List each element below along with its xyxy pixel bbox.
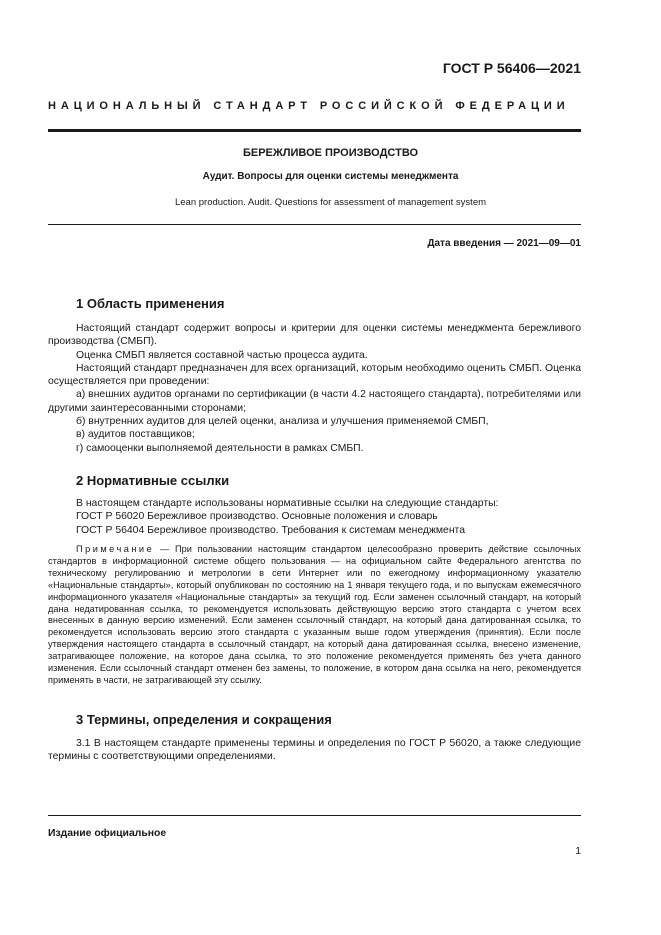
list-item: а) внешних аудитов органами по сертификации (в части 4.2 настоящего стандарта), потребителями или другими заинтересованными сторонами; (48, 389, 581, 414)
edition-label: Издание официальное (48, 828, 167, 839)
paragraph: Настоящий стандарт содержит вопросы и критерии для оценки системы менеджмента бережливого производства (СМБП). (48, 323, 581, 348)
paragraph: Настоящий стандарт предназначен для всех организаций, которым необходимо оценить СМБП. Оценка осуществляется при проведении: (48, 362, 581, 388)
section-2-heading: 2 Нормативные ссылки (76, 473, 230, 488)
paragraph: В настоящем стандарте использованы нормативные ссылки на следующие стандарты: (76, 498, 499, 509)
page-number: 1 (575, 846, 581, 857)
document-title-english: Lean production. Audit. Questions for assessment of management system (174, 197, 487, 208)
note-text: — При пользовании настоящим стандартом целесообразно проверить действие ссылочных стандартов в информационной системе общего пользования — на официальном сайте Федерального агентства по техническому регулированию и метрологии в сети Интернет или по ежегодному информационному указателю «Национальные стандарты», который опубликован по состоянию на 1 января текущего года, и по выпускам ежемесячного информационного указателя «Национальные стандарты» за текущий год. Если заменен ссылочный стандарт, на который дана недатированная ссылка, то рекомендуется использовать действующую версию этого стандарта с учетом всех внесенных в данную версию изменений. Если заменен ссылочный стандарт, на который дана датированная ссылка, то рекомендуется использовать версию этого стандарта с указанным выше годом утверждения (принятия). Если после утверждения настоящего стандарта в ссылочный стандарт, на который дана датированная ссылка, внесено изменение, затрагивающее положение, на которое дана ссылка, то это положение рекомендуется применять без учета данного изменения. Если ссылочный стандарт отменен без замены, то положение, в котором дана ссылка на него, рекомендуется применять в части, не затрагивающей эту ссылку. (48, 544, 581, 685)
national-standard-banner: НАЦИОНАЛЬНЫЙ СТАНДАРТ РОССИЙСКОЙ ФЕДЕРАЦИИ (48, 100, 570, 112)
section-2-body (48, 497, 581, 537)
section-3-body (48, 737, 581, 764)
header-rule (48, 129, 581, 132)
document-number: ГОСТ Р 56406—2021 (442, 60, 581, 76)
paragraph: Оценка СМБП является составной частью процесса аудита. (76, 349, 368, 361)
document-subtitle: Аудит. Вопросы для оценки системы менеджмента (202, 171, 459, 182)
reference-item: ГОСТ Р 56404 Бережливое производство. Требования к системам менеджмента (76, 524, 465, 536)
normative-note (48, 544, 581, 687)
note-label: Примечание (76, 544, 155, 554)
section-3-heading: 3 Термины, определения и сокращения (76, 712, 332, 727)
introduction-date: Дата введения — 2021—09—01 (427, 238, 581, 249)
section-1-heading: 1 Область применения (76, 296, 225, 311)
list-item: в) аудитов поставщиков; (76, 429, 195, 441)
list-item: г) самооценки выполняемой деятельности в рамках СМБП. (76, 442, 364, 454)
footer-rule (48, 815, 581, 816)
document-title: БЕРЕЖЛИВОЕ ПРОИЗВОДСТВО (242, 147, 419, 159)
list-item: б) внутренних аудитов для целей оценки, анализа и улучшения применяемой СМБП, (76, 416, 489, 428)
reference-item: ГОСТ Р 56020 Бережливое производство. Основные положения и словарь (76, 511, 438, 523)
section-1-body (48, 322, 581, 455)
paragraph: 3.1 В настоящем стандарте применены термины и определения по ГОСТ Р 56020, а также следующие термины с соответствующими определениями. (48, 738, 581, 763)
title-rule (48, 224, 581, 225)
